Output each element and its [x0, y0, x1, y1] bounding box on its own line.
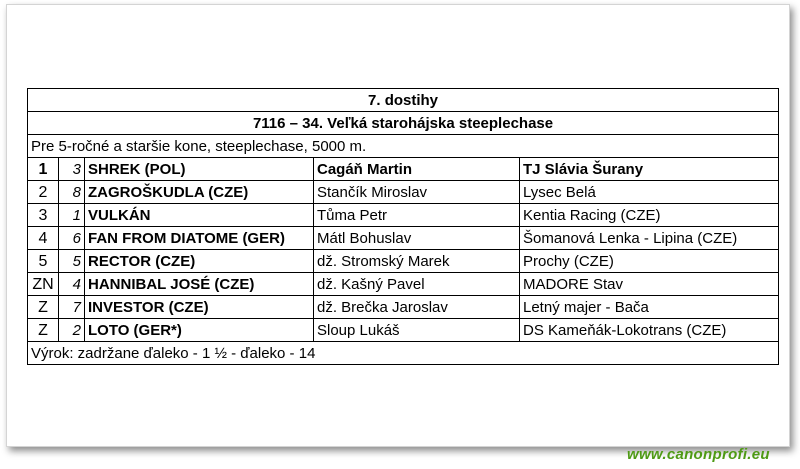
- jockey-cell: dž. Brečka Jaroslav: [314, 296, 520, 319]
- number-cell: 2: [59, 319, 85, 342]
- result-row: [28, 250, 779, 273]
- jockey-cell: Cagáň Martin: [314, 158, 520, 181]
- owner-cell: MADORE Stav: [520, 273, 779, 296]
- jockey-cell: Mátl Bohuslav: [314, 227, 520, 250]
- jockey-cell: dž. Stromský Marek: [314, 250, 520, 273]
- number-cell: 7: [59, 296, 85, 319]
- jockey-cell: dž. Kašný Pavel: [314, 273, 520, 296]
- result-row: [28, 227, 779, 250]
- jockey-cell: Tůma Petr: [314, 204, 520, 227]
- result-row: [28, 181, 779, 204]
- horse-cell: VULKÁN: [85, 204, 314, 227]
- owner-cell: TJ Slávia Šurany: [520, 158, 779, 181]
- horse-cell: SHREK (POL): [85, 158, 314, 181]
- race-result-verdict: Výrok: zadržane ďaleko - 1 ½ - ďaleko - 14: [28, 342, 779, 365]
- number-cell: 8: [59, 181, 85, 204]
- horse-cell: FAN FROM DIATOME (GER): [85, 227, 314, 250]
- place-cell: ZN: [28, 273, 59, 296]
- jockey-cell: Stančík Miroslav: [314, 181, 520, 204]
- number-cell: 3: [59, 158, 85, 181]
- horse-cell: HANNIBAL JOSÉ (CZE): [85, 273, 314, 296]
- jockey-cell: Sloup Lukáš: [314, 319, 520, 342]
- place-cell: Z: [28, 296, 59, 319]
- race-title: 7. dostihy: [28, 89, 779, 112]
- place-cell: 3: [28, 204, 59, 227]
- result-row: [28, 296, 779, 319]
- place-cell: 5: [28, 250, 59, 273]
- race-conditions: Pre 5-ročné a staršie kone, steeplechase, 5000 m.: [28, 135, 779, 158]
- watermark-text: www.canonprofi.eu: [627, 446, 770, 463]
- place-cell: Z: [28, 319, 59, 342]
- result-row: [28, 273, 779, 296]
- owner-cell: Letný majer - Bača: [520, 296, 779, 319]
- number-cell: 6: [59, 227, 85, 250]
- number-cell: 5: [59, 250, 85, 273]
- result-row: [28, 204, 779, 227]
- race-name: 7116 – 34. Veľká starohájska steeplechase: [28, 112, 779, 135]
- place-cell: 4: [28, 227, 59, 250]
- horse-cell: INVESTOR (CZE): [85, 296, 314, 319]
- owner-cell: Lysec Belá: [520, 181, 779, 204]
- owner-cell: Kentia Racing (CZE): [520, 204, 779, 227]
- horse-cell: LOTO (GER*): [85, 319, 314, 342]
- number-cell: 1: [59, 204, 85, 227]
- number-cell: 4: [59, 273, 85, 296]
- owner-cell: DS Kameňák-Lokotrans (CZE): [520, 319, 779, 342]
- place-cell: 1: [28, 158, 59, 181]
- race-results-table: [27, 88, 779, 365]
- horse-cell: RECTOR (CZE): [85, 250, 314, 273]
- horse-cell: ZAGROŠKUDLA (CZE): [85, 181, 314, 204]
- result-row: [28, 158, 779, 181]
- owner-cell: Prochy (CZE): [520, 250, 779, 273]
- owner-cell: Šomanová Lenka - Lipina (CZE): [520, 227, 779, 250]
- result-row: [28, 319, 779, 342]
- place-cell: 2: [28, 181, 59, 204]
